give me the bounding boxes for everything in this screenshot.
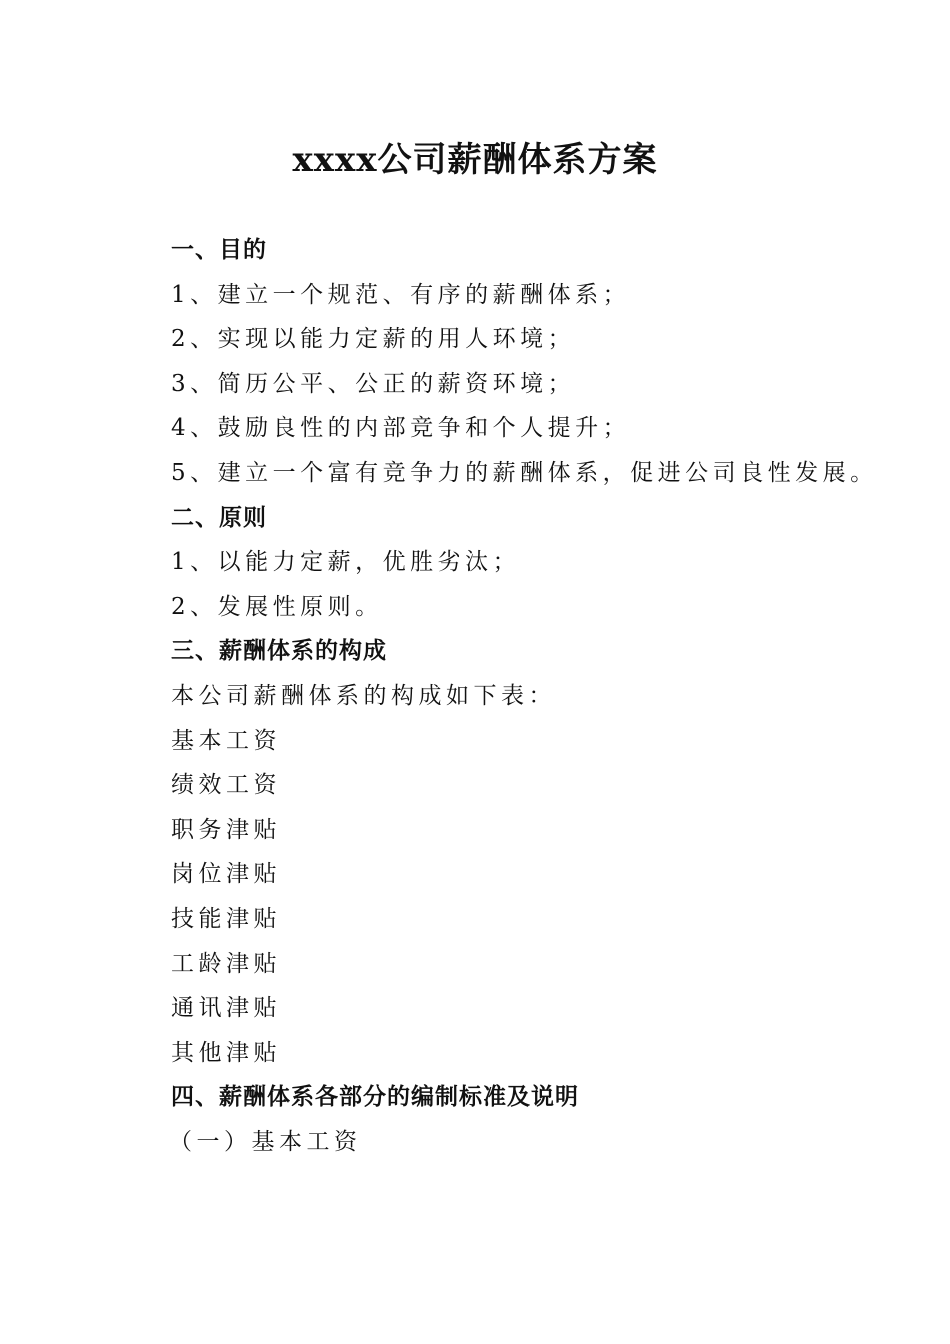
list-item: 1、建立一个规范、有序的薪酬体系； — [171, 281, 631, 308]
section-heading-standards: 四、薪酬体系各部分的编制标准及说明 — [171, 1084, 579, 1111]
section-heading-composition: 三、薪酬体系的构成 — [171, 638, 387, 665]
section-heading-principles: 二、原则 — [171, 504, 267, 531]
list-item: 技能津贴 — [171, 905, 281, 932]
list-item: 职务津贴 — [171, 816, 281, 843]
list-item: 1、以能力定薪，优胜劣汰； — [171, 549, 521, 576]
subsection-heading-basic-salary: （一）基本工资 — [169, 1128, 362, 1155]
list-item: 2、发展性原则。 — [171, 593, 383, 620]
list-item: 3、简历公平、公正的薪资环境； — [171, 370, 576, 397]
list-item: 2、实现以能力定薪的用人环境； — [171, 326, 576, 353]
paragraph-intro: 本公司薪酬体系的构成如下表： — [171, 682, 556, 709]
list-item: 其他津贴 — [171, 1039, 281, 1066]
list-item: 通讯津贴 — [171, 995, 281, 1022]
list-item: 基本工资 — [171, 727, 281, 754]
section-heading-purpose: 一、目的 — [171, 237, 267, 263]
document-title: xxxx公司薪酬体系方案 — [292, 140, 658, 180]
list-item: 绩效工资 — [171, 772, 281, 799]
list-item: 4、鼓励良性的内部竞争和个人提升； — [171, 415, 631, 442]
list-item: 岗位津贴 — [171, 861, 281, 888]
list-item: 工龄津贴 — [171, 950, 281, 977]
list-item: 5、建立一个富有竞争力的薪酬体系，促进公司良性发展。 — [171, 459, 878, 486]
document-body — [169, 228, 878, 1164]
